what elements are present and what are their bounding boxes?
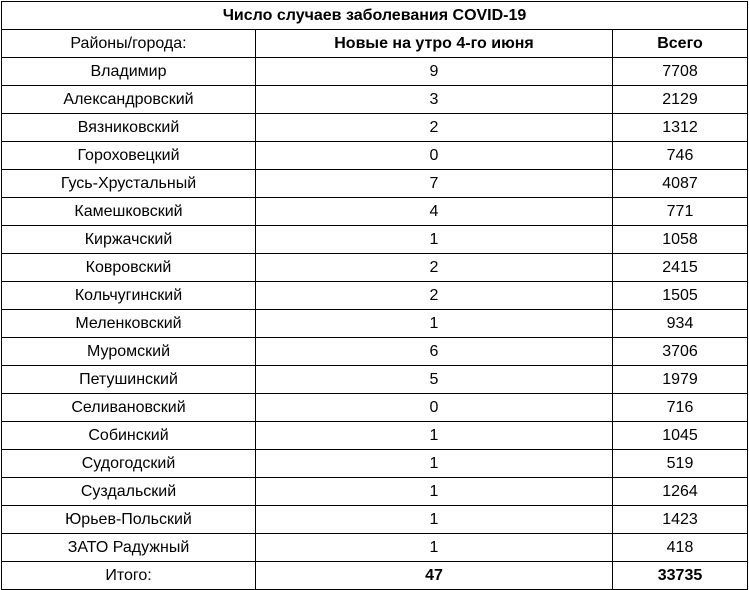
district-cell: Меленковский	[2, 310, 256, 338]
table-row	[2, 254, 748, 282]
totals-row	[2, 562, 748, 590]
table-row	[2, 506, 748, 534]
district-cell: Ковровский	[2, 254, 256, 282]
new-cases-cell: 0	[256, 394, 613, 422]
district-cell: Собинский	[2, 422, 256, 450]
table-row	[2, 394, 748, 422]
total-cases-cell: 771	[613, 198, 748, 226]
total-cases-cell: 1264	[613, 478, 748, 506]
new-cases-cell: 1	[256, 310, 613, 338]
total-cases-cell: 3706	[613, 338, 748, 366]
new-cases-cell: 2	[256, 254, 613, 282]
table-row	[2, 478, 748, 506]
total-cases-cell: 1058	[613, 226, 748, 254]
total-cases-cell: 1312	[613, 114, 748, 142]
new-cases-cell: 7	[256, 170, 613, 198]
table-row	[2, 450, 748, 478]
new-cases-cell: 1	[256, 534, 613, 562]
table-row	[2, 170, 748, 198]
total-cases-cell: 519	[613, 450, 748, 478]
table-row	[2, 86, 748, 114]
total-cases-cell: 1423	[613, 506, 748, 534]
district-cell: Петушинский	[2, 366, 256, 394]
title-row	[2, 2, 748, 30]
table-row	[2, 310, 748, 338]
total-cases-cell: 7708	[613, 58, 748, 86]
total-cases-cell: 2415	[613, 254, 748, 282]
header-row	[2, 30, 748, 58]
table-title: Число случаев заболевания COVID-19	[2, 2, 748, 30]
new-cases-cell: 4	[256, 198, 613, 226]
district-cell: Камешковский	[2, 198, 256, 226]
new-cases-cell: 1	[256, 226, 613, 254]
district-cell: Гороховецкий	[2, 142, 256, 170]
table-row	[2, 198, 748, 226]
table-row	[2, 114, 748, 142]
new-cases-cell: 1	[256, 450, 613, 478]
total-cases-cell: 934	[613, 310, 748, 338]
totals-new-cases: 47	[256, 562, 613, 590]
table-row	[2, 422, 748, 450]
district-cell: Суздальский	[2, 478, 256, 506]
district-cell: Александровский	[2, 86, 256, 114]
district-cell: Юрьев-Польский	[2, 506, 256, 534]
total-cases-cell: 1045	[613, 422, 748, 450]
district-cell: Селивановский	[2, 394, 256, 422]
table-body	[2, 58, 748, 562]
totals-total: 33735	[613, 562, 748, 590]
district-cell: Вязниковский	[2, 114, 256, 142]
new-cases-cell: 9	[256, 58, 613, 86]
district-cell: ЗАТО Радужный	[2, 534, 256, 562]
district-cell: Судогодский	[2, 450, 256, 478]
header-total: Всего	[613, 30, 748, 58]
totals-label: Итого:	[2, 562, 256, 590]
new-cases-cell: 3	[256, 86, 613, 114]
header-district: Районы/города:	[2, 30, 256, 58]
total-cases-cell: 746	[613, 142, 748, 170]
table-row	[2, 366, 748, 394]
total-cases-cell: 716	[613, 394, 748, 422]
total-cases-cell: 1979	[613, 366, 748, 394]
table-row	[2, 142, 748, 170]
new-cases-cell: 5	[256, 366, 613, 394]
new-cases-cell: 2	[256, 114, 613, 142]
new-cases-cell: 6	[256, 338, 613, 366]
table-row	[2, 534, 748, 562]
district-cell: Муромский	[2, 338, 256, 366]
total-cases-cell: 1505	[613, 282, 748, 310]
new-cases-cell: 1	[256, 422, 613, 450]
new-cases-cell: 2	[256, 282, 613, 310]
district-cell: Киржачский	[2, 226, 256, 254]
header-new-cases: Новые на утро 4-го июня	[256, 30, 613, 58]
new-cases-cell: 1	[256, 506, 613, 534]
table-row	[2, 338, 748, 366]
total-cases-cell: 2129	[613, 86, 748, 114]
total-cases-cell: 4087	[613, 170, 748, 198]
table-row	[2, 58, 748, 86]
district-cell: Гусь-Хрустальный	[2, 170, 256, 198]
new-cases-cell: 1	[256, 478, 613, 506]
covid-cases-table	[1, 1, 748, 590]
total-cases-cell: 418	[613, 534, 748, 562]
district-cell: Владимир	[2, 58, 256, 86]
table-row	[2, 226, 748, 254]
district-cell: Кольчугинский	[2, 282, 256, 310]
new-cases-cell: 0	[256, 142, 613, 170]
table-row	[2, 282, 748, 310]
